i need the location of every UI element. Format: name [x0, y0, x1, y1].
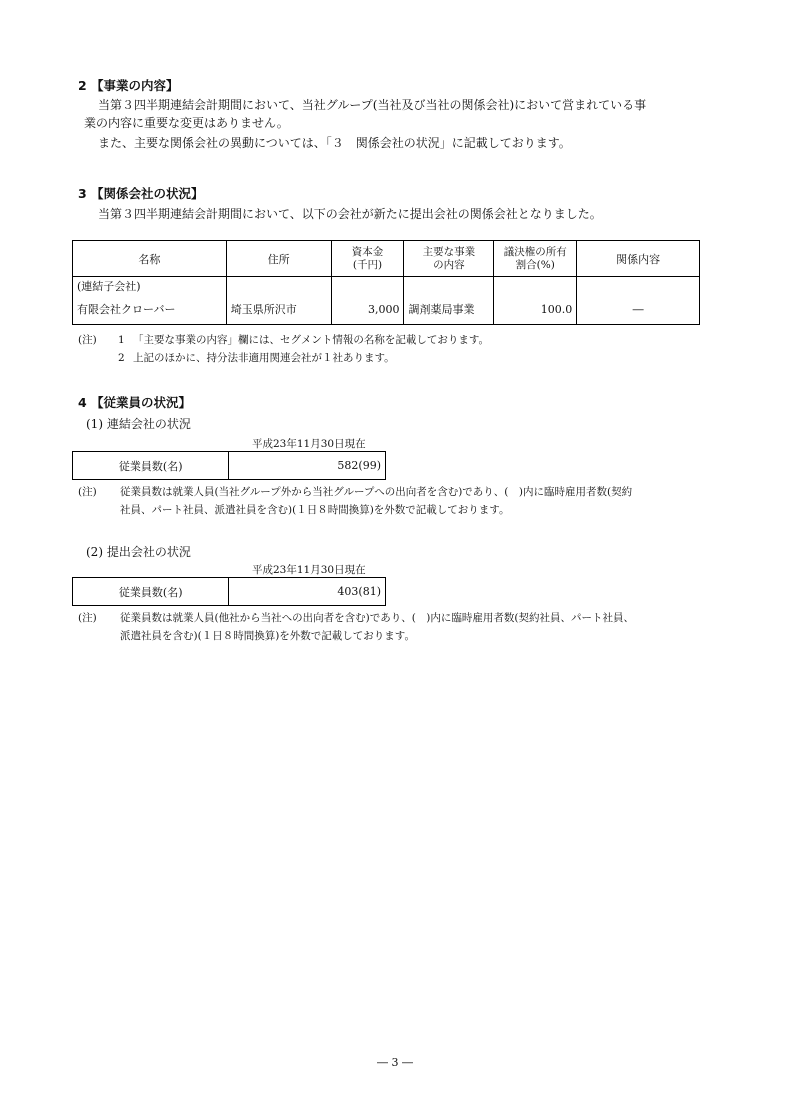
section-3-note-1-number: 1	[118, 334, 125, 346]
employees-value: 582(99)	[229, 452, 386, 480]
section-3-note-2-number: 2	[118, 352, 125, 364]
table-row	[73, 452, 386, 480]
cell-business: 調剤薬局事業	[404, 295, 494, 325]
section-3-note-2: 上記のほかに、持分法非適用関連会社が１社あります。	[133, 352, 395, 364]
subsection-1-title: (1) 連結会社の状況	[86, 417, 191, 431]
section-3-note-1: 「主要な事業の内容」欄には、セグメント情報の名称を記載しております。	[133, 334, 490, 346]
table-row	[73, 295, 700, 325]
group-label: (連結子会社)	[73, 277, 227, 295]
subsection-2-note-prefix: (注)	[78, 612, 97, 624]
section-2-paragraph-1-line-1: 当第３四半期連結会計期間において、当社グループ(当社及び当社の関係会社)において営まれている事	[98, 98, 647, 112]
subsection-2-as-of-date: 平成23年11月30日現在	[252, 564, 366, 576]
cell-address: 埼玉県所沢市	[226, 295, 331, 325]
header-business	[404, 241, 494, 277]
cell-name: 有限会社クローバー	[73, 295, 227, 325]
section-4-heading: 4 【従業員の状況】	[78, 395, 192, 410]
section-2-paragraph-1-line-2: 業の内容に重要な変更はありません。	[84, 116, 289, 130]
table-group-row	[73, 277, 700, 295]
header-business-line-1: 主要な事業	[422, 245, 476, 258]
subsection-2-title: (2) 提出会社の状況	[86, 545, 191, 559]
subsection-2-note-line-2: 派遣社員を含む)(１日８時間換算)を外数で記載しております。	[120, 630, 415, 642]
subsection-1-note-prefix: (注)	[78, 486, 97, 498]
header-capital	[331, 241, 404, 277]
header-voting-line-1: 議決権の所有	[503, 245, 567, 258]
section-3-note-prefix: (注)	[78, 334, 97, 346]
company-employees-table	[72, 577, 386, 606]
header-relation: 関係内容	[577, 241, 700, 277]
header-voting	[494, 241, 577, 277]
section-3-heading: 3 【関係会社の状況】	[78, 186, 204, 201]
header-business-line-2: の内容	[433, 258, 465, 271]
employees-label: 従業員数(名)	[73, 452, 229, 480]
cell-relation: ―	[577, 295, 700, 325]
subsection-2-note-line-1: 従業員数は就業人員(他社から当社への出向者を含む)であり、( )内に臨時雇用者数(契約社員、パート社員、	[120, 612, 634, 624]
table-row	[73, 578, 386, 606]
subsection-1-note-line-1: 従業員数は就業人員(当社グループ外から当社グループへの出向者を含む)であり、( )内に臨時雇用者数(契約	[120, 486, 633, 498]
cell-voting: 100.0	[494, 295, 577, 325]
subsection-1-as-of-date: 平成23年11月30日現在	[252, 438, 366, 450]
consolidated-employees-table	[72, 451, 386, 480]
employees-value: 403(81)	[229, 578, 386, 606]
section-3-intro: 当第３四半期連結会計期間において、以下の会社が新たに提出会社の関係会社となりました。	[98, 207, 602, 221]
header-address: 住所	[226, 241, 331, 277]
cell-capital: 3,000	[331, 295, 404, 325]
header-voting-line-2: 割合(%)	[515, 258, 555, 271]
employees-label: 従業員数(名)	[73, 578, 229, 606]
section-2-paragraph-2: また、主要な関係会社の異動については、「３ 関係会社の状況」に記載しております。	[98, 136, 571, 150]
table-header-row	[73, 241, 700, 277]
header-capital-line-1: 資本金	[351, 245, 384, 258]
header-name: 名称	[73, 241, 227, 277]
affiliates-table	[72, 240, 700, 325]
subsection-1-note-line-2: 社員、パート社員、派遣社員を含む)(１日８時間換算)を外数で記載しております。	[120, 504, 510, 516]
section-2-heading: 2 【事業の内容】	[78, 78, 179, 93]
header-capital-line-2: (千円)	[352, 258, 383, 271]
page-number: ― 3 ―	[377, 1056, 413, 1069]
